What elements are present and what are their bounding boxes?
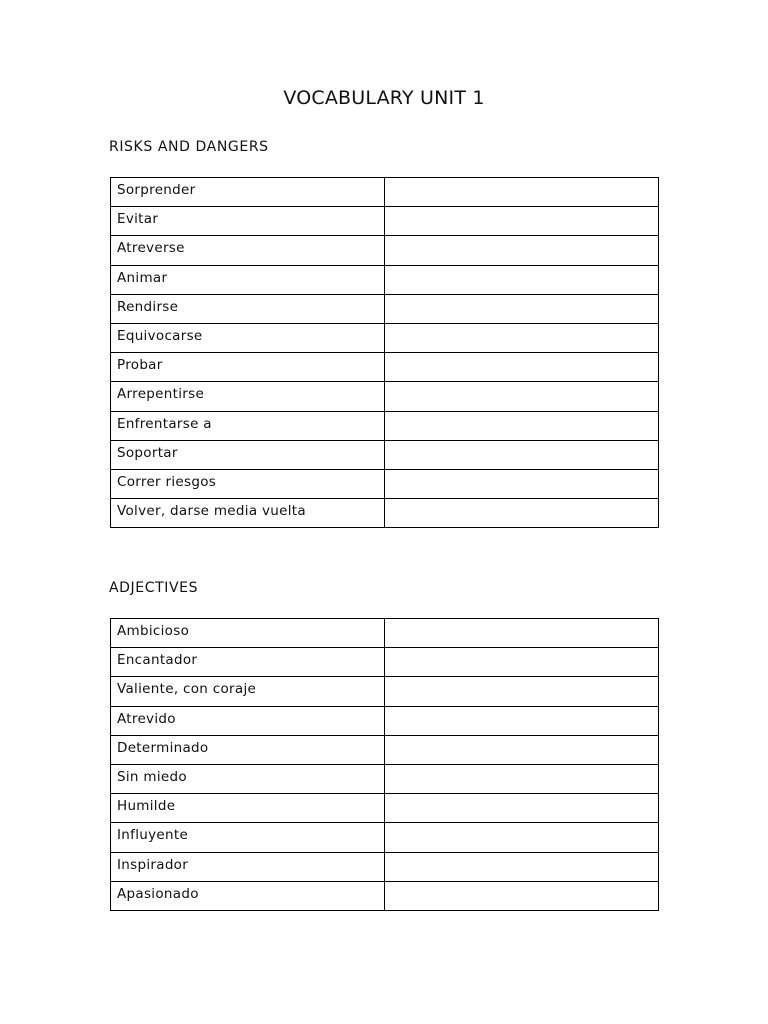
- term-cell: Volver, darse media vuelta: [111, 499, 385, 528]
- term-cell: Equivocarse: [111, 323, 385, 352]
- table-row: [111, 823, 659, 852]
- table-row: [111, 207, 659, 236]
- answer-cell: [385, 648, 659, 677]
- term-cell: Valiente, con coraje: [111, 677, 385, 706]
- answer-cell: [385, 353, 659, 382]
- table-row: [111, 677, 659, 706]
- term-cell: Humilde: [111, 794, 385, 823]
- answer-cell: [385, 706, 659, 735]
- answer-cell: [385, 178, 659, 207]
- answer-cell: [385, 440, 659, 469]
- answer-cell: [385, 735, 659, 764]
- table-row: [111, 499, 659, 528]
- term-cell: Apasionado: [111, 881, 385, 910]
- answer-cell: [385, 207, 659, 236]
- answer-cell: [385, 823, 659, 852]
- vocabulary-table-risks-and-dangers: [110, 177, 659, 528]
- answer-cell: [385, 677, 659, 706]
- term-cell: Soportar: [111, 440, 385, 469]
- term-cell: Evitar: [111, 207, 385, 236]
- term-cell: Atreverse: [111, 236, 385, 265]
- term-cell: Atrevido: [111, 706, 385, 735]
- section-heading-risks-and-dangers: RISKS AND DANGERS: [109, 139, 269, 155]
- answer-cell: [385, 852, 659, 881]
- table-row: [111, 764, 659, 793]
- answer-cell: [385, 469, 659, 498]
- answer-cell: [385, 294, 659, 323]
- answer-cell: [385, 323, 659, 352]
- term-cell: Influyente: [111, 823, 385, 852]
- answer-cell: [385, 265, 659, 294]
- vocabulary-table-adjectives: [110, 618, 659, 911]
- term-cell: Inspirador: [111, 852, 385, 881]
- answer-cell: [385, 499, 659, 528]
- term-cell: Rendirse: [111, 294, 385, 323]
- table-row: [111, 735, 659, 764]
- table-row: [111, 440, 659, 469]
- term-cell: Encantador: [111, 648, 385, 677]
- table-row: [111, 619, 659, 648]
- table-row: [111, 411, 659, 440]
- term-cell: Animar: [111, 265, 385, 294]
- answer-cell: [385, 236, 659, 265]
- answer-cell: [385, 764, 659, 793]
- table-row: [111, 794, 659, 823]
- page-title: VOCABULARY UNIT 1: [283, 87, 485, 109]
- table-row: [111, 852, 659, 881]
- table-row: [111, 382, 659, 411]
- table-row: [111, 706, 659, 735]
- answer-cell: [385, 881, 659, 910]
- table-row: [111, 294, 659, 323]
- term-cell: Determinado: [111, 735, 385, 764]
- table-row: [111, 265, 659, 294]
- table-row: [111, 469, 659, 498]
- term-cell: Sorprender: [111, 178, 385, 207]
- term-cell: Correr riesgos: [111, 469, 385, 498]
- term-cell: Arrepentirse: [111, 382, 385, 411]
- answer-cell: [385, 794, 659, 823]
- table-row: [111, 353, 659, 382]
- term-cell: Enfrentarse a: [111, 411, 385, 440]
- table-row: [111, 648, 659, 677]
- term-cell: Ambicioso: [111, 619, 385, 648]
- table-row: [111, 178, 659, 207]
- section-heading-adjectives: ADJECTIVES: [109, 580, 199, 596]
- table-row: [111, 881, 659, 910]
- term-cell: Sin miedo: [111, 764, 385, 793]
- table-row: [111, 323, 659, 352]
- table-row: [111, 236, 659, 265]
- answer-cell: [385, 411, 659, 440]
- answer-cell: [385, 382, 659, 411]
- answer-cell: [385, 619, 659, 648]
- term-cell: Probar: [111, 353, 385, 382]
